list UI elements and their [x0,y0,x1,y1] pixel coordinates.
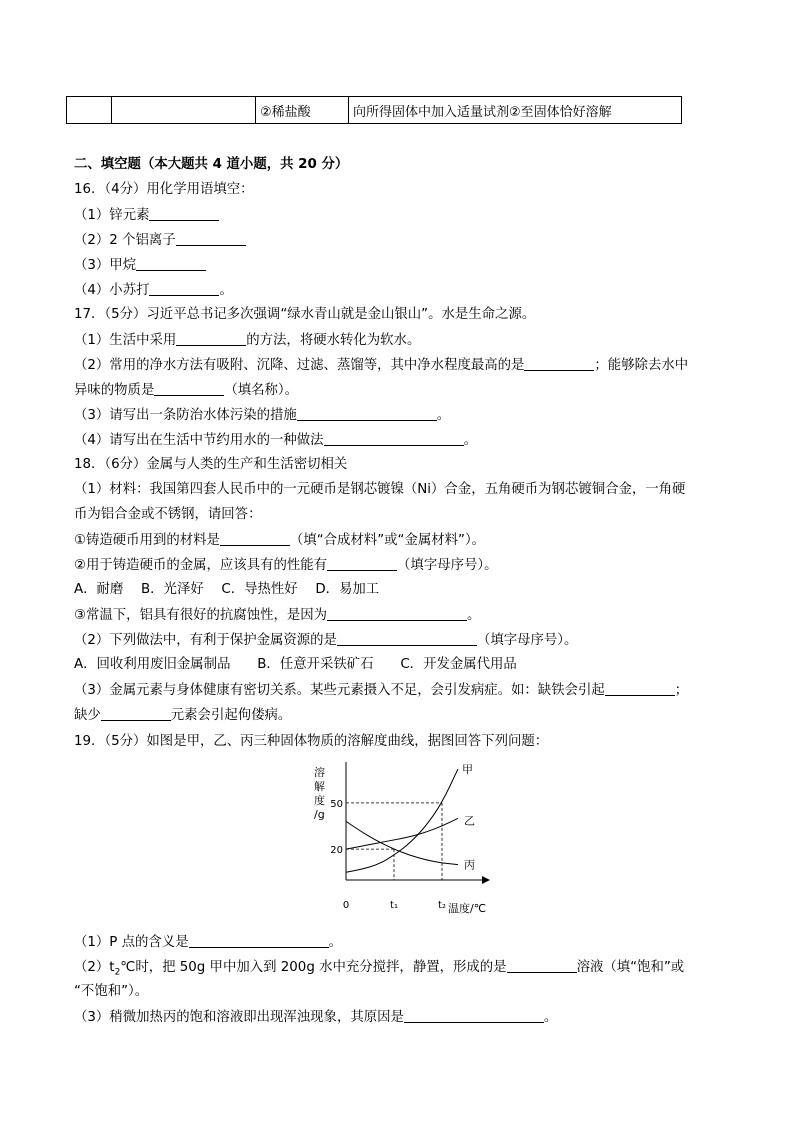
q16-item-4 [74,281,233,300]
q16-item-4-text: （4）小苏打 [74,283,150,298]
q18-sub-3 [74,606,480,625]
text: ； [674,683,689,698]
answer-blank[interactable] [327,606,467,621]
text: （填字母序号）。 [397,558,498,573]
q19-part-1 [74,933,342,952]
solubility-chart [310,762,490,922]
q18-material-1: （1）材料：我国第四套人民币中的一元硬币是钢芯镀镍（Ni）合金，五角硬币为钢芯镀铜合金，一角硬 [74,482,686,497]
answer-blank[interactable] [189,933,329,948]
subscript: 2 [114,967,121,978]
q17-part-4 [74,431,477,450]
text: （2）下列做法中，有利于保护金属资源的是 [74,633,337,648]
section-title: 二、填空题（本大题共 4 道小题，共 20 分） [74,157,349,172]
q18-stem: 18．（6分）金属与人类的生产和生活密切相关 [74,457,348,472]
table-cell: 向所得固体中加入适量试剂②至固体恰好溶解 [349,97,682,124]
answer-blank[interactable] [605,681,675,696]
y-axis-label-char: 溶 [314,766,325,779]
text: （3）金属元素与身体健康有密切关系。某些元素摄入不足，会引发病症。如：缺铁会引起 [74,683,605,698]
q18-sub-2 [74,556,497,575]
origin-label: 0 [342,900,350,911]
answer-blank[interactable] [149,206,219,221]
period: 。 [436,408,451,423]
text: 异味的物质是 [74,383,155,398]
period: 。 [219,283,233,298]
y-tick-label: 50 [330,798,343,810]
text: 溶液（填“饱和”或 [576,960,685,975]
curve-乙 [346,818,458,849]
q18-sub-1 [74,531,485,550]
table-cell: ②稀盐酸 [256,97,349,124]
text: ；能够除去水中 [594,358,689,373]
q18-options-2: A．回收利用废旧金属制品 B．任意开采铁矿石 C．开发金属代用品 [74,657,517,672]
q18-part-3 [74,681,688,700]
text: ℃时，把 50g 甲中加入到 200g 水中充分搅拌，静置，形成的是 [120,960,507,975]
answer-blank[interactable] [176,331,246,346]
q16-stem: 16．（4分）用化学用语填空： [74,182,254,197]
q18-part-2 [74,631,577,650]
x-tick-label: t₂ [438,900,446,911]
text: 的方法，将硬水转化为软水。 [246,333,421,348]
answer-blank[interactable] [154,381,224,396]
series-label-jia: 甲 [462,762,473,776]
answer-blank[interactable] [136,256,206,271]
y-axis-label-char: /g [314,808,325,821]
text: （填“合成材料”或“金属材料”）。 [289,533,486,548]
text: 元素会引起佝偻病。 [170,708,292,723]
answer-blank[interactable] [324,431,464,446]
q16-item-3-text: （3）甲烷 [74,258,137,273]
answer-blank[interactable] [220,531,290,546]
q17-part-2-cont [74,381,298,400]
text: （4）请写出在生活中节约用水的一种做法 [74,433,324,448]
q19-part-2 [74,958,684,982]
table-cell [112,97,256,124]
q18-material-2: 币为铝合金或不锈钢，请回答： [74,507,262,522]
answer-blank[interactable] [149,281,219,296]
text: （3）请写出一条防治水体污染的措施 [74,408,297,423]
text: （1）生活中采用 [74,333,177,348]
curve-甲 [346,769,458,872]
answer-blank[interactable] [176,231,246,246]
q17-part-1 [74,331,420,350]
q19-part-3 [74,1008,557,1027]
text: （1）P 点的含义是 [74,935,189,950]
q18-part-3-cont [74,706,291,725]
y-tick-label: 20 [330,845,343,857]
text: ①铸造硬币用到的材料是 [74,533,220,548]
y-axis-label-char: 解 [314,780,325,793]
answer-blank[interactable] [337,631,477,646]
period: 。 [463,433,477,448]
q17-part-3 [74,406,450,425]
answer-blank[interactable] [507,958,577,973]
text: （2）常用的净水方法有吸附、沉降、过滤、蒸馏等，其中净水程度最高的是 [74,358,525,373]
answer-blank[interactable] [524,356,594,371]
q16-item-2 [74,231,246,250]
text: 缺少 [74,708,101,723]
period: 。 [328,935,342,950]
curve-丙 [346,821,458,864]
answer-blank[interactable] [297,406,437,421]
text: （填名称）。 [224,383,298,398]
x-tick-label: t₁ [390,900,398,911]
answer-blank[interactable] [101,706,171,721]
q17-part-2 [74,356,688,375]
period: 。 [543,1010,558,1025]
reagent-table [66,96,682,124]
q19-part-2-cont: “不饱和”）。 [74,984,149,999]
answer-blank[interactable] [327,556,397,571]
q16-item-2-text: （2）2 个铝离子 [74,233,176,248]
text: （2）t [74,960,115,975]
q19-stem: 19．（5分）如图是甲，乙、丙三种固体物质的溶解度曲线，据图回答下列问题： [74,734,549,749]
text: ②用于铸造硬币的金属，应该具有的性能有 [74,558,328,573]
table-row [67,97,682,124]
q16-item-3 [74,256,206,275]
series-label-bing: 丙 [464,858,475,872]
text: （3）稍微加热丙的饱和溶液即出现浑浊现象，其原因是 [74,1010,404,1025]
table-cell [67,97,112,124]
period: 。 [467,608,481,623]
x-axis-label: 温度/℃ [448,902,487,915]
series-label-yi: 乙 [464,814,475,828]
answer-blank[interactable] [404,1008,544,1023]
y-axis-label-char: 度 [314,794,325,807]
text: （填字母序号）。 [476,633,578,648]
q16-item-1 [74,206,219,225]
guide-lines [346,803,442,880]
text: ③常温下，铝具有很好的抗腐蚀性，是因为 [74,608,328,623]
solubility-curves [346,769,458,872]
q17-stem: 17．（5分）习近平总书记多次强调“绿水青山就是金山银山”。水是生命之源。 [74,307,536,322]
q16-item-1-text: （1）锌元素 [74,208,150,223]
q18-options-1: A．耐磨 B．光泽好 C．导热性好 D．易加工 [74,582,380,597]
